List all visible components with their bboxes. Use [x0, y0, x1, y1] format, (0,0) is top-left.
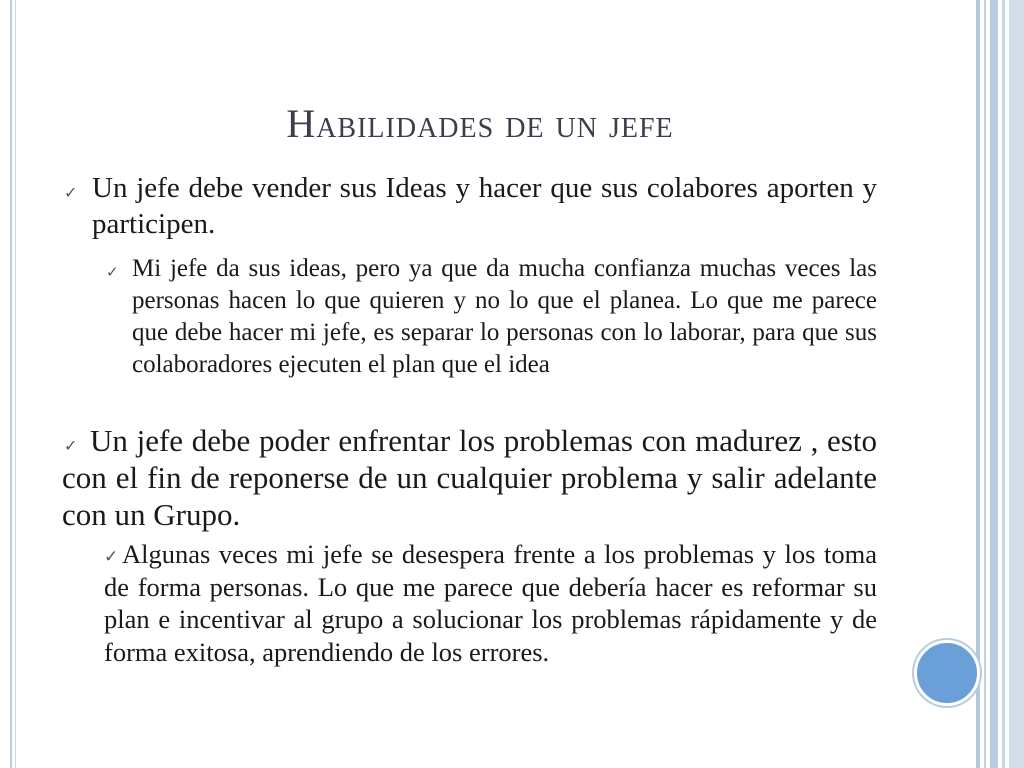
- frame-line-right: [990, 0, 998, 768]
- frame-line-right: [984, 0, 986, 768]
- checkmark-icon: ✓: [104, 547, 119, 566]
- frame-line-right: [1002, 0, 1005, 768]
- checkmark-icon: ✓: [106, 265, 119, 281]
- decorative-circle: [914, 640, 980, 706]
- bullet-level1: Un jefe debe poder enfrentar los problemas con madurez , esto con el fin de reponerse de un cualquier problema y salir adelante con un Grupo.: [62, 423, 877, 532]
- bullet-level2: Mi jefe da sus ideas, pero ya que da mucha confianza muchas veces las personas hacen lo que quieren y no lo que el planea. Lo que me parece que debe hacer mi jefe, es separar lo personas con lo laborar, para que sus colaboradores ejecuten el plan que el idea: [132, 255, 877, 378]
- bullet-level1: Un jefe debe vender sus Ideas y hacer que sus colabores aporten y participen.: [92, 172, 877, 240]
- frame-line-right: [1009, 0, 1024, 768]
- checkmark-icon: ✓: [64, 438, 78, 455]
- bullet-level2: Algunas veces mi jefe se desespera frente a los problemas y los toma de forma personas. Lo que me parece que debería hacer es reformar su plan e incentivar al grupo a solucionar los problemas rápidamente y de forma exitosa, aprendiendo de los errores.: [104, 539, 877, 667]
- slide-title: Habilidades de un jefe: [286, 101, 674, 146]
- checkmark-icon: ✓: [64, 185, 78, 202]
- frame-line-right: [976, 0, 980, 768]
